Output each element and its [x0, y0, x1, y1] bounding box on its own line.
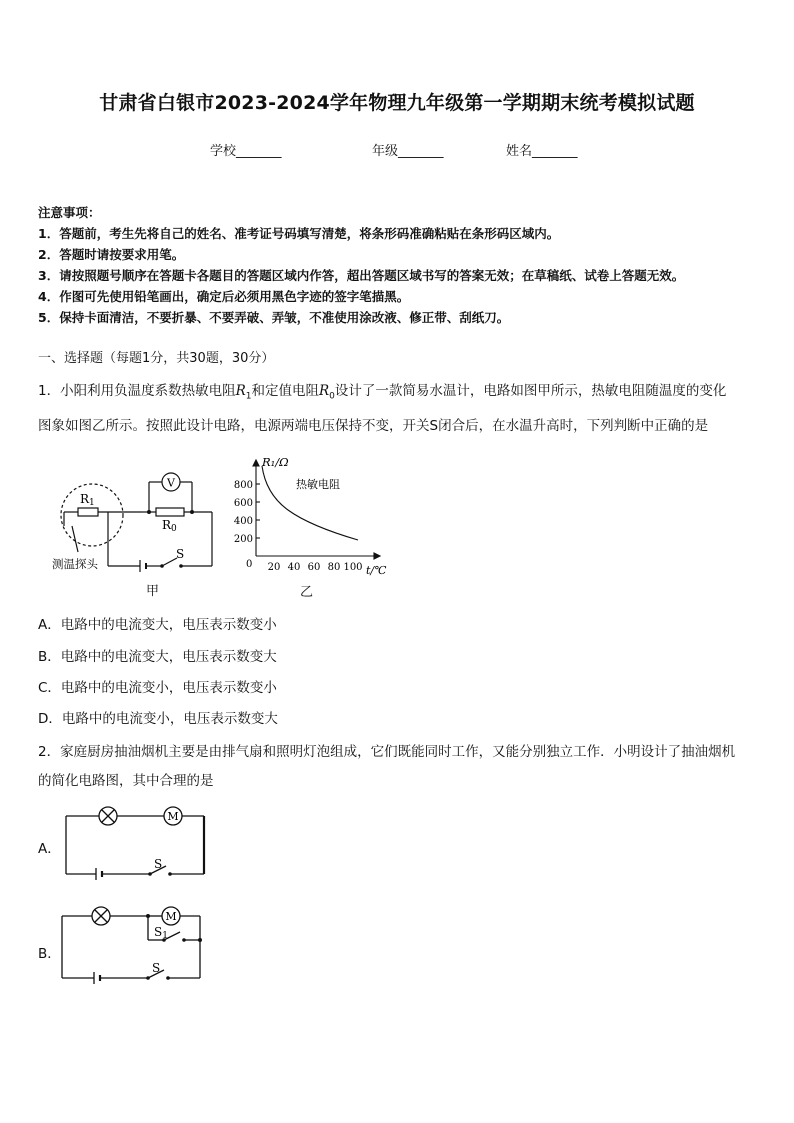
note-item: 5．保持卡面清洁，不要折暴、不要弄破、弄皱，不准使用涂改液、修正带、刮纸刀。 [38, 310, 510, 325]
fig-b-caption: 乙 [300, 585, 314, 600]
note-item: 4．作图可先使用铅笔画出，确定后必须用黑色字迹的签字笔描黑。 [38, 289, 410, 304]
r1-label: R1 [80, 492, 95, 508]
q1-line1: 1．小阳利用负温度系数热敏电阻$R_1$和定值电阻$R_0$设计了一款简易水温计，电路如图甲所示，热敏电阻随温度的变化 [38, 383, 727, 402]
q1-circuit-diagram [44, 462, 224, 602]
school-field: 学校_______ [210, 144, 282, 159]
q2-line2: 的简化电路图，其中合理的是 [38, 773, 214, 789]
q1-option-a[interactable]: A．电路中的电流变大，电压表示数变小 [38, 617, 277, 633]
q2-option-b-circuit[interactable] [58, 902, 208, 994]
q2-option-b-label[interactable]: B． [38, 946, 61, 962]
x-tick: 60 [307, 562, 321, 573]
name-field: 姓名_______ [506, 144, 578, 159]
grade-field: 年级_______ [372, 144, 444, 159]
switch1-label: S1 [154, 925, 168, 941]
switch-label: S [152, 961, 161, 975]
notes-heading: 注意事项： [38, 205, 101, 220]
y-tick: 600 [233, 498, 253, 509]
note-item: 2．答题时请按要求用笔。 [38, 247, 185, 262]
q1-option-d[interactable]: D．电路中的电流变小，电压表示数变大 [38, 711, 278, 727]
x-tick: 40 [287, 562, 301, 573]
y-tick: 800 [233, 480, 253, 491]
note-item: 3．请按照题号顺序在答题卡各题目的答题区域内作答，超出答题区域书写的答案无效；在草稿纸、试卷上答题无效。 [38, 268, 685, 283]
junction-dot [190, 510, 194, 514]
x-tick: 100 [343, 562, 363, 573]
junction-dot [147, 510, 151, 514]
junction-dot [146, 914, 150, 918]
x-axis-label: t/℃ [366, 564, 387, 577]
y-tick: 200 [233, 534, 253, 545]
switch-label: S [154, 857, 163, 871]
section-heading: 一、选择题（每题1分，共30题，30分） [38, 351, 275, 366]
note-item: 1．答题前，考生先将自己的姓名、准考证号码填写清楚，将条形码准确粘贴在条形码区域内。 [38, 226, 560, 241]
page-title: 甘肃省白银市2023-2024学年物理九年级第一学期期末统考模拟试题 [99, 92, 695, 114]
q2-line1: 2．家庭厨房抽油烟机主要是由排气扇和照明灯泡组成，它们既能同时工作，又能分别独立工作．小明设计了抽油烟机 [38, 744, 736, 760]
fig-a-caption: 甲 [146, 584, 160, 599]
r0-label: R0 [162, 518, 177, 534]
q1-option-c[interactable]: C．电路中的电流变小，电压表示数变小 [38, 680, 277, 696]
q2-option-a-circuit[interactable] [60, 802, 210, 888]
graph-legend: 热敏电阻 [296, 478, 340, 491]
voltmeter-label: V [167, 476, 175, 490]
q2-option-a-label[interactable]: A． [38, 841, 61, 857]
y-axis-label: R₁/Ω [262, 455, 289, 469]
junction-dot [198, 938, 202, 942]
switch-label: S [176, 547, 185, 561]
q1-resistance-graph [233, 450, 400, 585]
q1-line2: 图象如图乙所示。按照此设计电路，电源两端电压保持不变，开关S闭合后，在水温升高时，下列判断中正确的是 [38, 418, 709, 434]
motor-label: M [165, 910, 177, 923]
motor-label: M [167, 810, 179, 823]
q1-option-b[interactable]: B．电路中的电流变大，电压表示数变大 [38, 649, 277, 665]
x-tick: 80 [327, 562, 341, 573]
probe-label: 测温探头 [52, 557, 98, 571]
origin-label: 0 [246, 559, 253, 570]
x-tick: 20 [267, 562, 281, 573]
y-tick: 400 [233, 516, 253, 527]
